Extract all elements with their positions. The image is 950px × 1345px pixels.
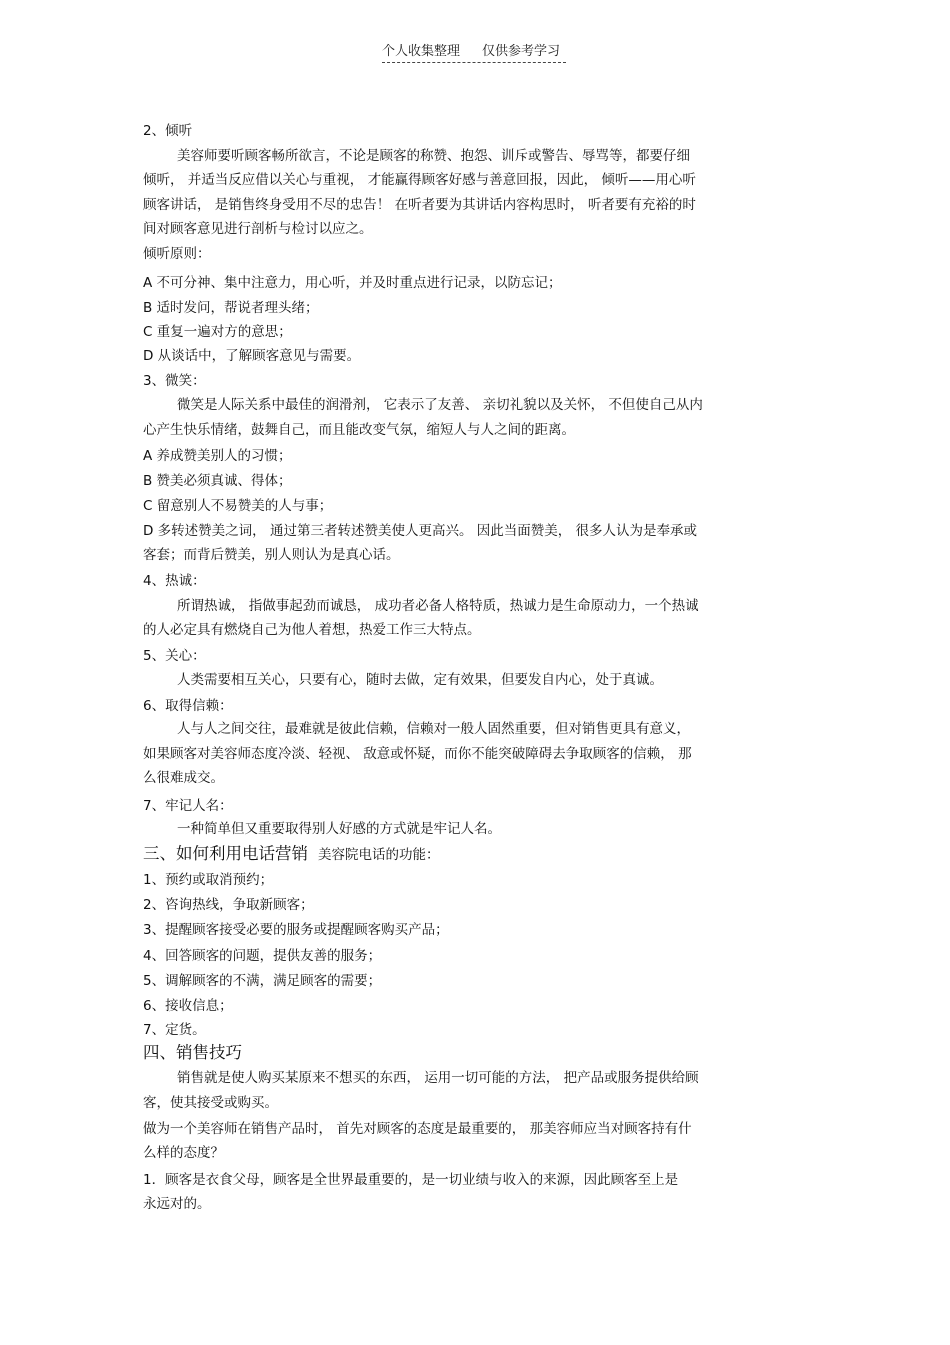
section-heading-enthusiasm: 4、热诚： bbox=[143, 573, 206, 589]
paragraph-line: 么样的态度？ bbox=[143, 1145, 224, 1161]
list-item: 1．顾客是衣食父母，顾客是全世界最重要的，是一切业绩与收入的来源，因此顾客至上是 bbox=[143, 1172, 679, 1188]
list-item: 6、接收信息； bbox=[143, 998, 233, 1014]
chapter-heading-sales-skills: 四、销售技巧 bbox=[143, 1043, 242, 1062]
list-item: 4、回答顾客的问题，提供友善的服务； bbox=[143, 948, 382, 964]
section-heading-listening: 2、倾听 bbox=[143, 123, 193, 139]
list-item: C 重复一遍对方的意思； bbox=[143, 324, 292, 340]
page-header bbox=[382, 40, 566, 63]
paragraph-line: 销售就是使人购买某原来不想买的东西， 运用一切可能的方法， 把产品或服务提供给顾 bbox=[177, 1070, 699, 1086]
paragraph-line: 永远对的。 bbox=[143, 1196, 211, 1212]
paragraph-line: 人类需要相互关心，只要有心，随时去做，定有效果，但要发自内心，处于真诚。 bbox=[177, 672, 663, 688]
section-heading-names: 7、牢记人名： bbox=[143, 798, 233, 814]
list-item: C 留意别人不易赞美的人与事； bbox=[143, 498, 333, 514]
paragraph-line: 做为一个美容师在销售产品时， 首先对顾客的态度是最重要的， 那美容师应当对顾客持有什 bbox=[143, 1121, 692, 1137]
paragraph-line: 客，使其接受或购买。 bbox=[143, 1095, 278, 1111]
paragraph-line: 人与人之间交往，最难就是彼此信赖，信赖对一般人固然重要，但对销售更具有意义， bbox=[177, 721, 690, 737]
list-item: 3、提醒顾客接受必要的服务或提醒顾客购买产品； bbox=[143, 922, 449, 938]
paragraph-line: 么很难成交。 bbox=[143, 770, 224, 786]
list-item: 2、咨询热线，争取新顾客； bbox=[143, 897, 314, 913]
list-item: D 多转述赞美之词， 通过第三者转述赞美使人更高兴。 因此当面赞美， 很多人认为是奉承或 bbox=[143, 523, 698, 539]
paragraph-line: 所谓热诚， 指做事起劲而诚恳， 成功者必备人格特质，热诚力是生命原动力，一个热诚 bbox=[177, 598, 699, 614]
paragraph-line: 倾听， 并适当反应借以关心与重视， 才能赢得顾客好感与善意回报，因此， 倾听——用心听 bbox=[143, 172, 696, 188]
section-heading-trust: 6、取得信赖： bbox=[143, 698, 233, 714]
section-heading-care: 5、关心： bbox=[143, 648, 206, 664]
list-item: A 不可分神、集中注意力，用心听，并及时重点进行记录，以防忘记； bbox=[143, 275, 562, 291]
list-item: B 赞美必须真诚、得体； bbox=[143, 473, 292, 489]
paragraph-line: 一种简单但又重要取得别人好感的方式就是牢记人名。 bbox=[177, 821, 501, 837]
header-right-text: 仅供参考学习 bbox=[482, 44, 561, 59]
list-item: 5、调解顾客的不满，满足顾客的需要； bbox=[143, 973, 382, 989]
paragraph-line: 美容师要听顾客畅所欲言，不论是顾客的称赞、抱怨、训斥或警告、辱骂等，都要仔细 bbox=[177, 148, 690, 164]
list-item: B 适时发问，帮说者理头绪； bbox=[143, 300, 319, 316]
list-item: 1、预约或取消预约； bbox=[143, 872, 274, 888]
paragraph-line: 的人必定具有燃烧自己为他人着想，热爱工作三大特点。 bbox=[143, 622, 481, 638]
paragraph-line: 心产生快乐情绪，鼓舞自己，而且能改变气氛，缩短人与人之间的距离。 bbox=[143, 422, 575, 438]
header-left-text: 个人收集整理 bbox=[382, 44, 461, 59]
list-item: 7、定货。 bbox=[143, 1022, 206, 1038]
phone-functions-label: 美容院电话的功能： bbox=[318, 847, 440, 863]
paragraph-line: 顾客讲话， 是销售终身受用不尽的忠告！ 在听者要为其讲话内容构思时， 听者要有充裕的时 bbox=[143, 197, 696, 213]
list-item: A 养成赞美别人的习惯； bbox=[143, 448, 292, 464]
list-item: D 从谈话中，了解顾客意见与需要。 bbox=[143, 348, 361, 364]
section-heading-smile: 3、微笑： bbox=[143, 373, 206, 389]
chapter-title: 三、如何利用电话营销 bbox=[143, 844, 308, 863]
paragraph-line: 间对顾客意见进行剖析与检讨以应之。 bbox=[143, 221, 373, 237]
chapter-heading-phone-marketing bbox=[143, 843, 440, 866]
paragraph-line: 如果顾客对美容师态度冷淡、轻视、 敌意或怀疑，而你不能突破障碍去争取顾客的信赖， 那 bbox=[143, 746, 692, 762]
subheading-listening-principles: 倾听原则： bbox=[143, 246, 211, 262]
paragraph-line: 微笑是人际关系中最佳的润滑剂， 它表示了友善、 亲切礼貌以及关怀， 不但使自己从内 bbox=[177, 397, 703, 413]
paragraph-line: 客套；而背后赞美，别人则认为是真心话。 bbox=[143, 547, 400, 563]
